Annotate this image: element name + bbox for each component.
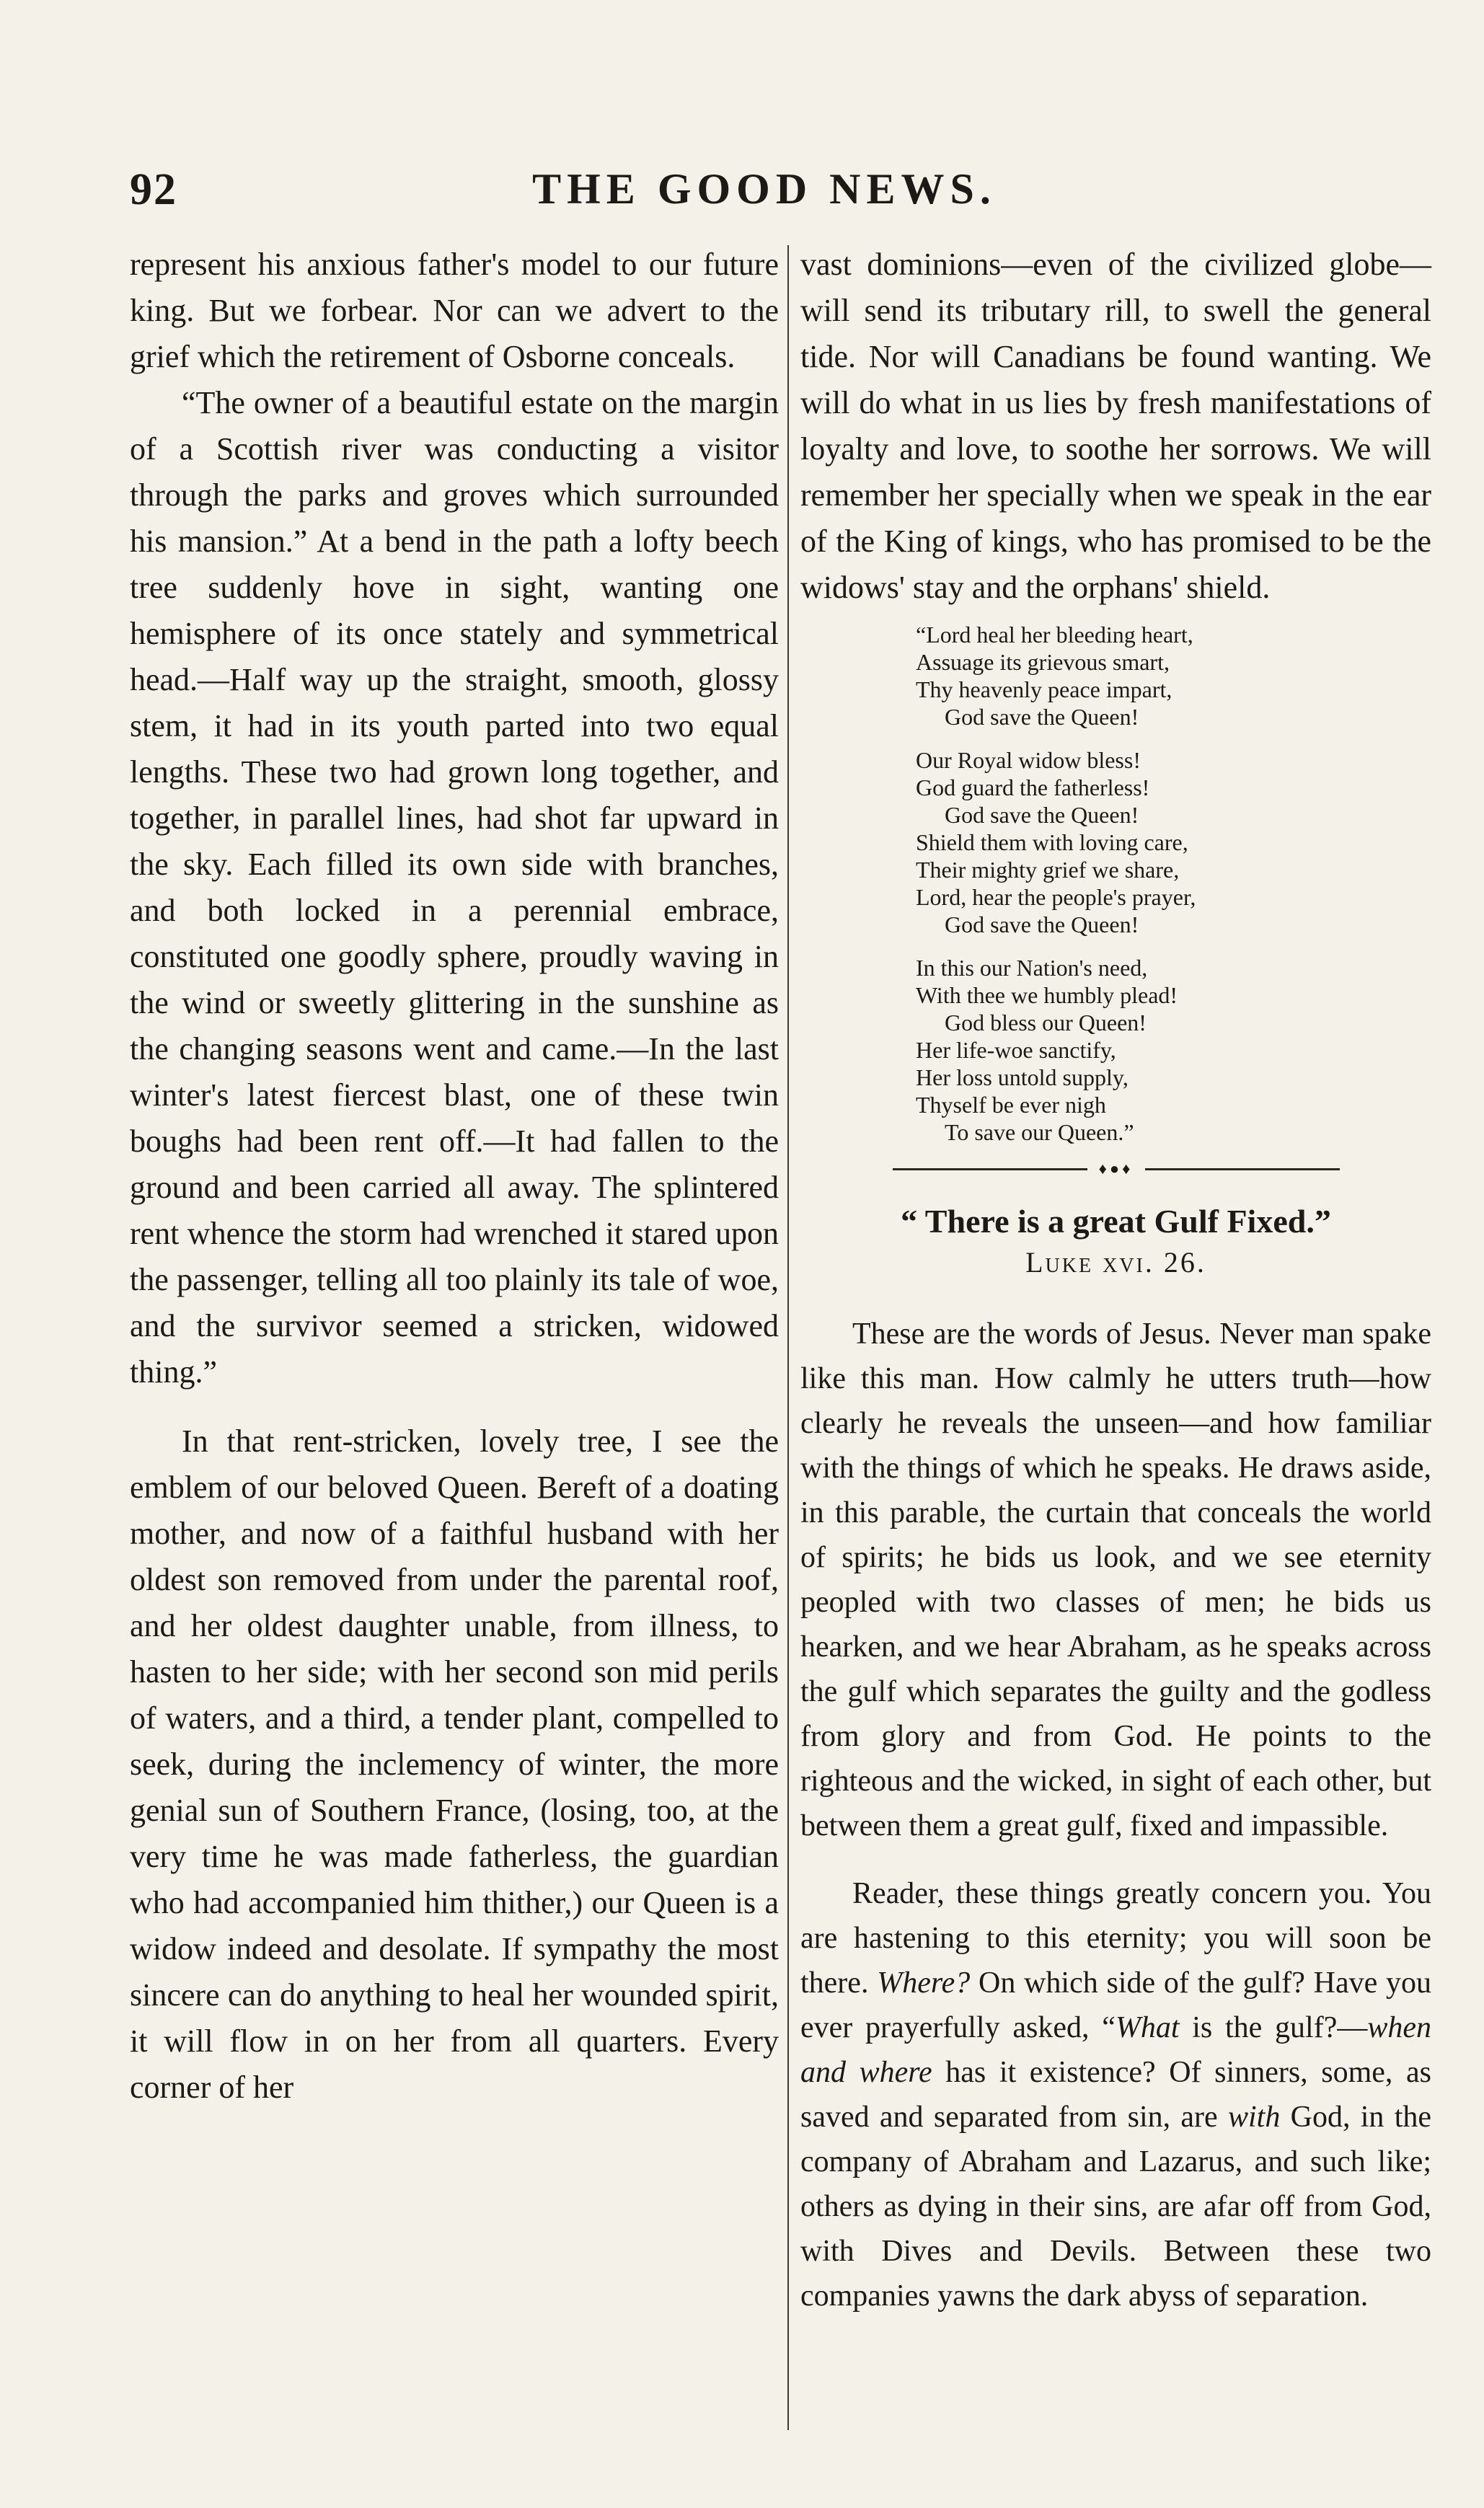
paragraph-words-of-jesus: These are the words of Jesus. Never man spake like this man. How calmly he utters truth—how clearly he reveals the unseen—and how familiar with the things of which he speaks. He draws aside, in this parable, the curtain that conceals the world of spirits; he bids us look, and we see eternity peopled with two classes of men; he bids us hearken, and we hear Abraham, as he speaks across the gulf which separates the guilty and the godless from glory and from God. He points to the righteous and the wicked, in sight of each other, but between them a great gulf, fixed and impassible. <box>800 1317 1431 1842</box>
journal-title: THE GOOD NEWS. <box>532 165 997 213</box>
hymn-stanza <box>916 621 1431 730</box>
paragraph-reader <box>800 1871 1431 2318</box>
hymn-stanza <box>916 746 1431 938</box>
hymn-line: Her loss untold supply, <box>916 1064 1129 1090</box>
emphasis-when-where: when and where <box>800 2011 1432 2089</box>
emphasis-with: with <box>1227 2101 1281 2134</box>
scripture-reference: Luke xvi. 26. <box>1025 1246 1206 1279</box>
article-title: “ There is a great Gulf Fixed.” <box>901 1203 1331 1240</box>
left-column <box>130 242 779 2111</box>
paragraph-beech-tree: “The owner of a beautiful estate on the margin of a Scottish river was conducting a visitor through the parks and groves which surrounded his mansion.” At a bend in the path a lofty beech tree suddenly hove in sight, wanting one hemisphere of its once stately and symmetrical head.—Half way up the straight, smooth, glossy stem, it had in its youth parted into two equal lengths. These two had grown long together, and together, in parallel lines, had shot far upward in the sky. Each filled its own side with branches, and both locked in a perennial embrace, constituted one goodly sphere, proudly waving in the wind or sweetly glittering in the sunshine as the changing seasons went and came.—In the last winter's latest fiercest blast, one of these twin boughs had been rent off.—It had fallen to the ground and been carried all away. The splintered rent whence the storm had wrenched it stared upon the passenger, telling all too plainly its tale of woe, and the survivor seemed a stricken, widowed thing.” <box>130 385 779 1390</box>
hymn-line: With thee we humbly plead! <box>916 982 1178 1008</box>
hymn-line: To save our Queen.” <box>945 1119 1134 1145</box>
hymn-poem <box>916 621 1431 1146</box>
text-segment: On which side of the gulf? Have you ever prayerfully asked, “ <box>800 1966 1432 2044</box>
ornament-rule-right <box>1145 1168 1340 1170</box>
hymn-line: Their mighty grief we share, <box>916 857 1180 883</box>
paragraph-queen-emblem: In that rent-stricken, lovely tree, I see the emblem of our beloved Queen. Bereft of a doating mother, and now of a faithful husband with her oldest son removed from under the parental roof, and her oldest daughter unable, from illness, to hasten to her side; with her second son mid perils of waters, and a third, a tender plant, compelled to seek, during the inclemency of winter, the more genial sun of Southern France, (losing, too, at the very time he was made fatherless, the guardian who had accompanied him thither,) our Queen is a widow indeed and desolate. If sympathy the most sincere can do anything to heal her wounded spirit, it will flow in on her from all quarters. Every corner of her <box>130 1423 779 2105</box>
text-segment: Reader, these things greatly concern you. You are hastening to this eternity; you will soon be there. <box>800 1877 1431 2000</box>
text-segment: has it existence? Of sinners, some, as saved and separated from sin, are <box>800 2056 1431 2134</box>
section-ornament <box>893 1162 1340 1176</box>
hymn-line: God save the Queen! <box>945 802 1139 828</box>
running-head <box>130 164 1399 229</box>
hymn-line: Thy heavenly peace impart, <box>916 676 1172 702</box>
hymn-line: Lord, hear the people's prayer, <box>916 884 1196 910</box>
hymn-line: God save the Queen! <box>945 704 1139 730</box>
hymn-stanza <box>916 954 1431 1146</box>
page-number: 92 <box>130 165 177 214</box>
paragraph-continuation: represent his anxious father's model to our future king. But we forbear. Nor can we advert to the grief which the retirement of Osborne conceals. <box>130 247 779 374</box>
text-segment: God, in the company of Abraham and Lazarus, and such like; others as dying in their sins, are afar off from God, with Dives and Devils. Between these two companies yawns the dark abyss of separation. <box>800 2101 1432 2313</box>
hymn-line: “Lord heal her bleeding heart, <box>916 622 1193 648</box>
hymn-line: Our Royal widow bless! <box>916 747 1141 773</box>
hymn-line: Shield them with loving care, <box>916 829 1188 855</box>
text-segment: is the gulf?— <box>1192 2011 1368 2044</box>
hymn-line: Her life-woe sanctify, <box>916 1037 1116 1063</box>
emphasis-what: What <box>1115 2011 1180 2044</box>
hymn-line: God bless our Queen! <box>945 1010 1147 1036</box>
ornament-rule-left <box>893 1168 1087 1170</box>
right-column <box>800 242 1431 2318</box>
paragraph-dominions: vast dominions—even of the civilized globe—will send its tributary rill, to swell the general tide. Nor will Canadians be found wanting. We will do what in us lies by fresh manifestations of loyalty and love, to soothe her sorrows. We will remember her specially when we speak in the ear of the King of kings, who has promised to be the widows' stay and the orphans' shield. <box>800 247 1431 605</box>
column-divider <box>787 245 789 2430</box>
hymn-line: Assuage its grievous smart, <box>916 649 1170 675</box>
hymn-line: God save the Queen! <box>945 911 1139 937</box>
hymn-line: Thyself be ever nigh <box>916 1092 1106 1118</box>
hymn-line: God guard the fatherless! <box>916 774 1150 800</box>
hymn-line: In this our Nation's need, <box>916 955 1148 981</box>
ornament-diamond-icon: ♦●♦ <box>1098 1160 1134 1178</box>
emphasis-where: Where? <box>877 1966 971 2000</box>
